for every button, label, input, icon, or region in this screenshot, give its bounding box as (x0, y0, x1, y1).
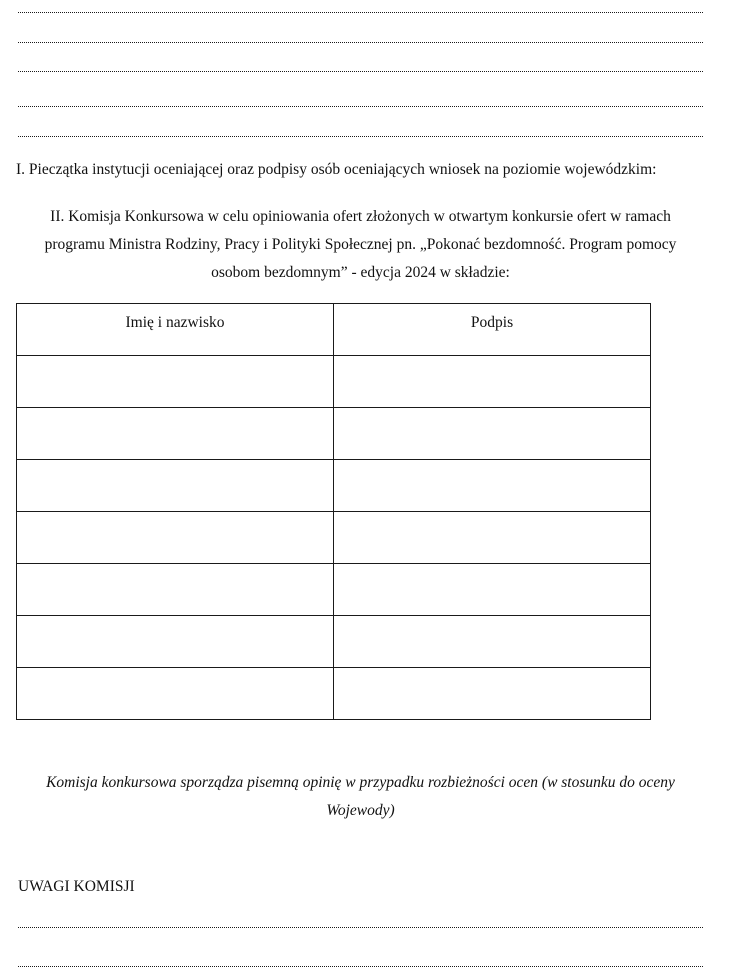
committee-signature-table (16, 303, 651, 720)
table-row (17, 512, 651, 564)
signature-cell[interactable] (334, 356, 651, 408)
signature-cell[interactable] (334, 512, 651, 564)
name-cell[interactable] (17, 460, 334, 512)
column-header-signature: Podpis (334, 304, 651, 356)
section-ii-line: II. Komisja Konkursowa w celu opiniowania ofert złożonych w otwartym konkursie ofert w ramach (50, 208, 671, 225)
section-ii-line: osobom bezdomnym” - edycja 2024 w składzie: (211, 264, 510, 281)
name-cell[interactable] (17, 512, 334, 564)
name-cell[interactable] (17, 356, 334, 408)
table-row (17, 616, 651, 668)
dotted-fill-line (18, 106, 703, 107)
section-ii-line: programu Ministra Rodziny, Pracy i Polityki Społecznej pn. „Pokonać bezdomność. Program pomocy (44, 236, 677, 253)
section-i-stamp-signatures: I. Pieczątka instytucji oceniającej oraz podpisy osób oceniających wniosek na poziomie wojewódzkim: (16, 161, 657, 178)
table-header-row (17, 304, 651, 356)
committee-table-body (17, 356, 651, 720)
table-row (17, 668, 651, 720)
dotted-fill-line (18, 12, 703, 13)
signature-cell[interactable] (334, 564, 651, 616)
signature-cell[interactable] (334, 408, 651, 460)
column-header-name: Imię i nazwisko (17, 304, 334, 356)
name-cell[interactable] (17, 616, 334, 668)
signature-cell[interactable] (334, 668, 651, 720)
remarks-heading: UWAGI KOMISJI (18, 878, 135, 895)
signature-cell[interactable] (334, 460, 651, 512)
signature-cell[interactable] (334, 616, 651, 668)
name-cell[interactable] (17, 564, 334, 616)
dotted-fill-line (18, 136, 703, 137)
section-ii-commission-text (18, 203, 703, 287)
dotted-fill-line (18, 71, 703, 72)
table-row (17, 460, 651, 512)
commission-note (18, 769, 703, 825)
name-cell[interactable] (17, 668, 334, 720)
note-line: Wojewody) (326, 802, 395, 819)
table-row (17, 356, 651, 408)
table-row (17, 564, 651, 616)
remarks-dotted-line[interactable] (18, 966, 703, 967)
table-row (17, 408, 651, 460)
dotted-fill-line (18, 42, 703, 43)
remarks-dotted-line[interactable] (18, 927, 703, 928)
name-cell[interactable] (17, 408, 334, 460)
note-line: Komisja konkursowa sporządza pisemną opinię w przypadku rozbieżności ocen (w stosunku do oceny (46, 774, 675, 791)
